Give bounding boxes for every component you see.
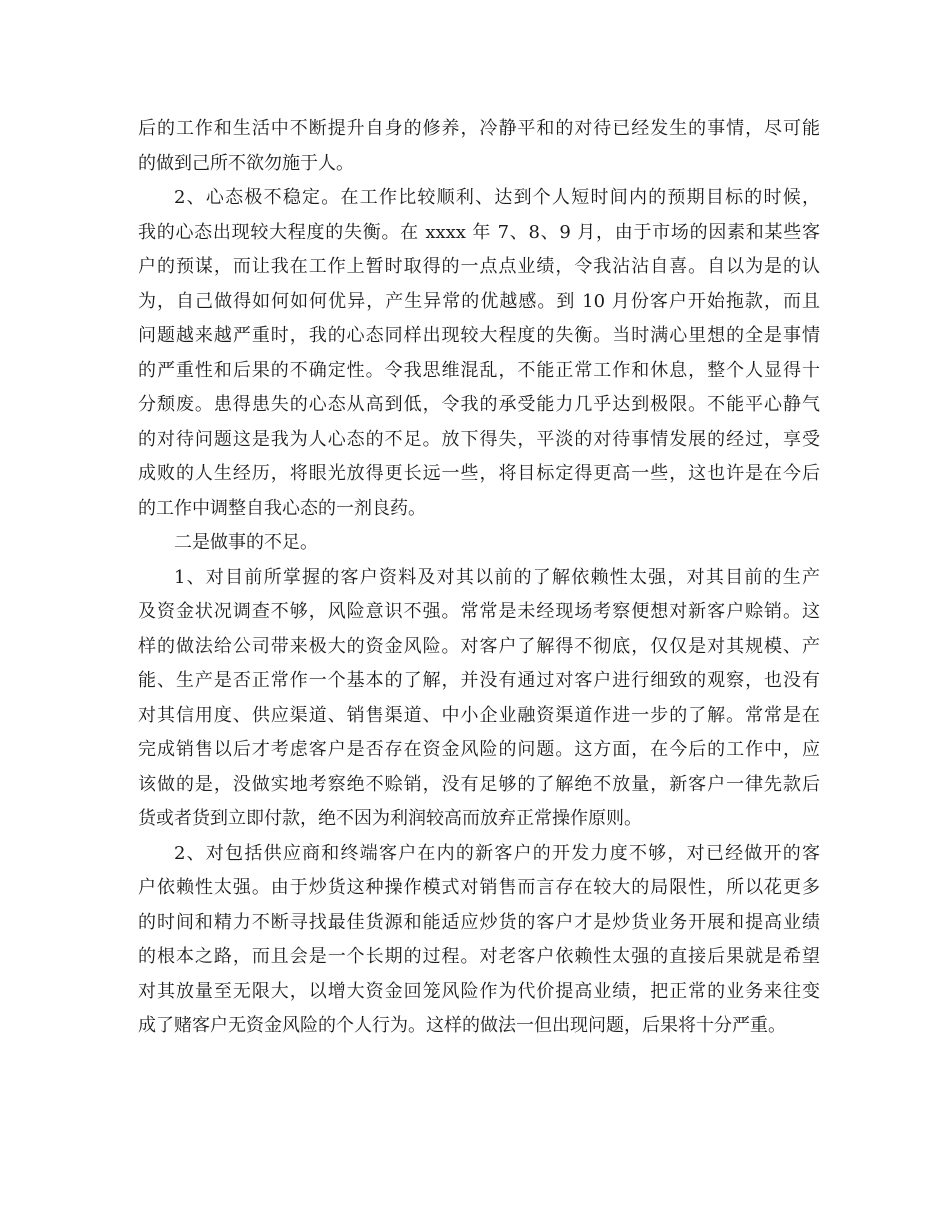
paragraph <box>138 561 820 837</box>
text-line: 2、心态极不稳定。在工作比较顺利、达到个人短时间内的预期目标的时候， <box>174 187 820 208</box>
text-line: 的时间和精力不断寻找最佳货源和能适应炒货的客户才是炒货业务开展和提高业绩 <box>138 911 820 933</box>
text-line: 该做的是，没做实地考察绝不赊销，没有足够的了解绝不放量，新客户一律先款后 <box>138 773 820 795</box>
text-line: 1、对目前所掌握的客户资料及对其以前的了解依赖性太强，对其目前的生产 <box>174 566 820 588</box>
text-line: 完成销售以后才考虑客户是否存在资金风险的问题。这方面，在今后的工作中，应 <box>138 739 820 760</box>
body-text <box>138 112 820 1044</box>
text-line: 的根本之路，而且会是一个长期的过程。对老客户依赖性太强的直接后果就是希望 <box>138 946 820 967</box>
text-line: 后的工作和生活中不断提升自身的修养，冷静平和的对待已经发生的事情，尽可能 <box>138 118 820 139</box>
text-line: 对其信用度、供应渠道、销售渠道、中小企业融资渠道作进一步的了解。常常是在 <box>138 704 820 726</box>
text-line: 户的预谋，而让我在工作上暂时取得的一点点业绩，令我沾沾自喜。自以为是的认 <box>138 256 820 277</box>
text-line: 2、对包括供应商和终端客户在内的新客户的开发力度不够，对已经做开的客 <box>174 842 820 864</box>
text-line: 及资金状况调查不够，风险意识不强。常常是未经现场考察便想对新客户赊销。这 <box>138 601 820 622</box>
text-line: 我的心态出现较大程度的失衡。在 xxxx 年 7、8、9 月，由于市场的因素和某些客 <box>138 221 820 243</box>
paragraph <box>138 526 820 561</box>
text-line: 问题越来越严重时，我的心态同样出现较大程度的失衡。当时满心里想的全是事情 <box>138 325 820 346</box>
text-line: 户依赖性太强。由于炒货这种操作模式对销售而言存在较大的局限性，所以花更多 <box>138 877 820 898</box>
text-line: 分颓废。患得患失的心态从高到低，令我的承受能力几乎达到极限。不能平心静气 <box>138 394 820 415</box>
text-line: 成了赌客户无资金风险的个人行为。这样的做法一但出现问题，后果将十分严重。 <box>138 1015 786 1036</box>
text-line: 的严重性和后果的不确定性。令我思维混乱，不能正常工作和休息，整个人显得十 <box>138 359 820 381</box>
text-line: 二是做事的不足。 <box>174 532 318 553</box>
paragraph <box>138 181 820 526</box>
text-line: 成败的人生经历，将眼光放得更长远一些，将目标定得更高一些，这也许是在今后 <box>138 463 820 484</box>
paragraph <box>138 837 820 1044</box>
text-line: 为，自己做得如何如何优异，产生异常的优越感。到 10 月份客户开始拖款，而且 <box>138 290 820 312</box>
text-line: 的对待问题这是我为人心态的不足。放下得失，平淡的对待事情发展的经过，享受 <box>138 428 820 450</box>
text-line: 的工作中调整自我心态的一剂良药。 <box>138 497 426 519</box>
paragraph <box>138 112 820 181</box>
text-line: 样的做法给公司带来极大的资金风险。对客户了解得不彻底，仅仅是对其规模、产 <box>138 635 820 657</box>
text-line: 对其放量至无限大，以增大资金回笼风险作为代价提高业绩，把正常的业务来往变 <box>138 980 820 1002</box>
text-line: 的做到己所不欲勿施于人。 <box>138 152 354 174</box>
text-line: 货或者货到立即付款，绝不因为利润较高而放弃正常操作原则。 <box>138 808 642 829</box>
text-line: 能、生产是否正常作一个基本的了解，并没有通过对客户进行细致的观察，也没有 <box>138 670 820 691</box>
